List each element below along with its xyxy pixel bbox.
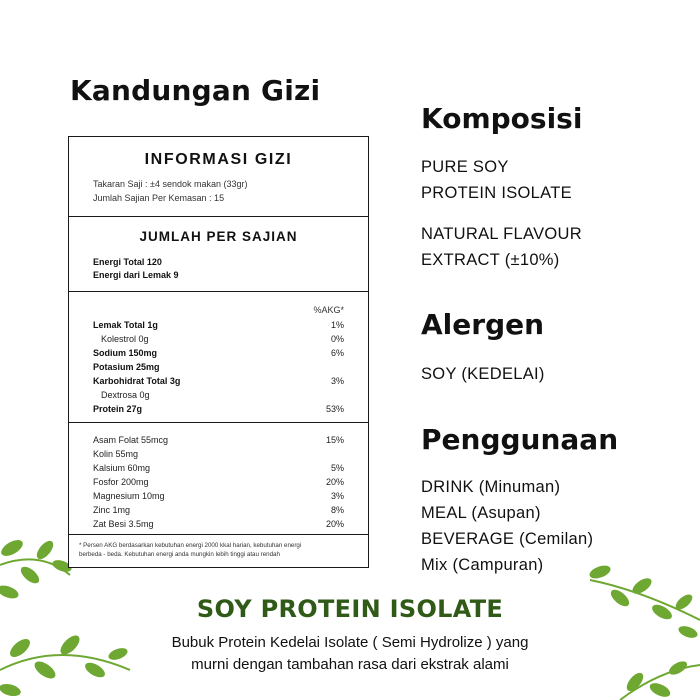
- nutrient-row: [93, 435, 344, 449]
- akg-footnote: [79, 542, 360, 559]
- usage-line: Mix (Campuran): [421, 556, 544, 574]
- nutrient-label: Kalsium 60mg: [93, 463, 151, 473]
- nutrient-row: [93, 463, 344, 477]
- allergen-line: SOY (KEDELAI): [421, 365, 545, 383]
- nutrient-label: Potasium 25mg: [93, 362, 160, 372]
- nutrient-row: [93, 519, 344, 533]
- nutrient-row: [93, 449, 344, 463]
- nutrition-facts-title: INFORMASI GIZI: [144, 151, 293, 168]
- nutrient-row: [93, 320, 344, 334]
- usage-heading: Penggunaan: [421, 423, 619, 456]
- footnote-section: [69, 535, 368, 567]
- usage-line: MEAL (Asupan): [421, 504, 541, 522]
- nutrition-header-section: [69, 137, 368, 217]
- macronutrient-section: [69, 292, 368, 423]
- nutrient-row: [93, 477, 344, 491]
- footnote-line: * Persen AKG berdasarkan kebutuhan energi 2000 kkal harian, kebutuhan energi: [79, 542, 302, 549]
- nutrient-akg: 20%: [325, 519, 344, 529]
- serving-size: Takaran Saji : ±4 sendok makan (33gr): [93, 179, 248, 189]
- nutrient-label: Protein 27g: [93, 404, 143, 414]
- nutrient-label: Kolin 55mg: [93, 449, 139, 459]
- nutrient-akg: 3%: [330, 376, 344, 386]
- nutrient-row: [93, 491, 344, 505]
- nutrient-akg: 1%: [330, 320, 344, 330]
- product-description-line: murni dengan tambahan rasa dari ekstrak alami: [191, 656, 509, 673]
- nutrient-akg: 0%: [330, 334, 344, 344]
- leaf-decoration-right: [580, 550, 700, 700]
- per-serving-title: JUMLAH PER SAJIAN: [139, 229, 298, 244]
- product-name: SOY PROTEIN ISOLATE: [196, 595, 504, 623]
- nutrient-row: [93, 404, 344, 418]
- per-serving-section: [69, 217, 368, 292]
- nutrient-akg: 8%: [330, 505, 344, 515]
- nutrient-row: [93, 348, 344, 362]
- nutrient-label: Kolestrol 0g: [101, 334, 149, 344]
- nutrition-facts-panel: [68, 136, 369, 568]
- nutrient-akg: 15%: [325, 435, 344, 445]
- nutrient-akg: 20%: [325, 477, 344, 487]
- footnote-line: berbeda - beda. Kebutuhan energi anda mungkin lebih tinggi atau rendah: [79, 550, 280, 558]
- nutrient-row: [93, 505, 344, 519]
- nutrition-heading: Kandungan Gizi: [70, 74, 321, 107]
- usage-line: DRINK (Minuman): [421, 478, 561, 496]
- nutrient-label: Fosfor 200mg: [93, 477, 149, 487]
- nutrient-akg: 53%: [325, 404, 344, 414]
- nutrient-label: Zinc 1mg: [93, 505, 131, 515]
- composition-line: NATURAL FLAVOUR: [421, 225, 582, 243]
- nutrient-akg: 6%: [330, 348, 344, 358]
- nutrient-akg: 5%: [330, 463, 344, 473]
- nutrient-label: Zat Besi 3.5mg: [93, 519, 154, 529]
- composition-line: PURE SOY: [421, 158, 509, 176]
- nutrient-label: Sodium 150mg: [93, 348, 158, 358]
- usage-line: BEVERAGE (Cemilan): [421, 530, 594, 548]
- micronutrient-section: [69, 423, 368, 535]
- nutrient-label: Asam Folat 55mcg: [93, 435, 169, 445]
- akg-header: %AKG*: [313, 305, 344, 315]
- nutrient-label: Dextrosa 0g: [101, 390, 150, 400]
- nutrient-row: [93, 362, 344, 376]
- nutrient-row: [93, 334, 344, 348]
- nutrient-akg: 3%: [330, 491, 344, 501]
- nutrient-label: Lemak Total 1g: [93, 320, 158, 330]
- composition-line: EXTRACT (±10%): [421, 251, 560, 269]
- nutrient-row: [93, 376, 344, 390]
- nutrient-label: Magnesium 10mg: [93, 491, 165, 501]
- allergen-heading: Alergen: [421, 308, 545, 341]
- total-energy: Energi Total 120: [93, 257, 162, 267]
- servings-per-pack: Jumlah Sajian Per Kemasan : 15: [93, 193, 225, 203]
- composition-heading: Komposisi: [421, 102, 583, 135]
- nutrient-label: Karbohidrat Total 3g: [93, 376, 181, 386]
- fat-energy: Energi dari Lemak 9: [93, 270, 179, 280]
- product-description-line: Bubuk Protein Kedelai Isolate ( Semi Hydrolize ) yang: [171, 634, 529, 651]
- composition-line: PROTEIN ISOLATE: [421, 184, 572, 202]
- nutrient-row: [93, 390, 344, 404]
